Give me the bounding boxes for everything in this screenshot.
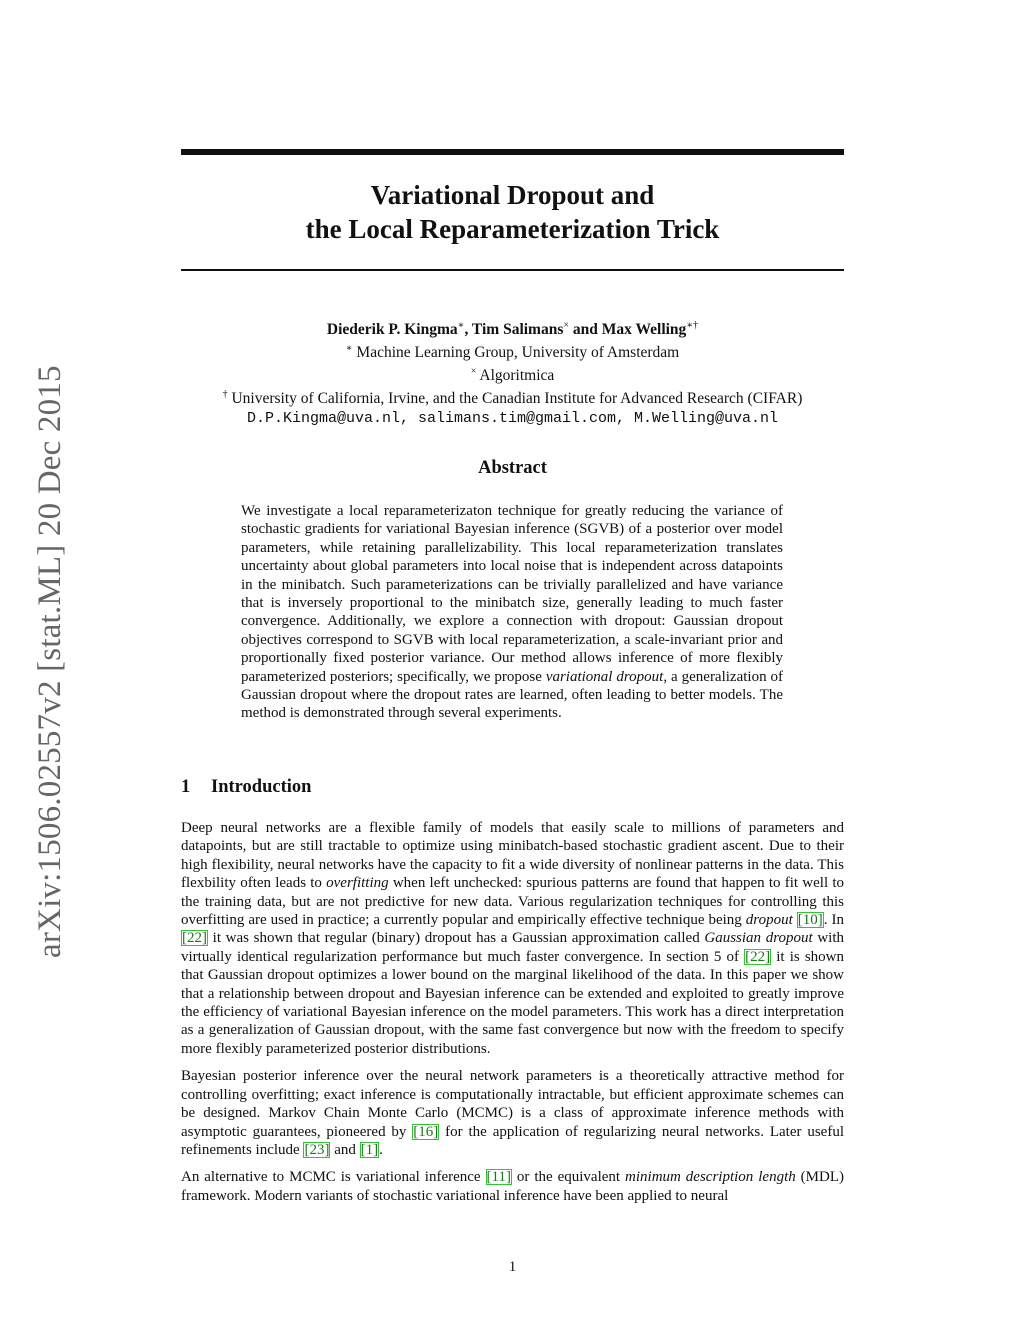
- paper-title: [181, 178, 844, 246]
- affiliation-3-text: University of California, Irvine, and the Canadian Institute for Advanced Research (CIFAR): [227, 390, 803, 408]
- citation-link[interactable]: [22]: [745, 948, 771, 965]
- title-bottom-rule: [181, 269, 844, 271]
- emphasis: minimum description length: [625, 1169, 796, 1186]
- abstract-text-part: , a generalization of Gaussian dropout where the dropout rates are learned, often leading to better models. The method is demonstrated through several experiments.: [241, 668, 784, 722]
- author-3: Max Welling: [601, 321, 687, 339]
- text-run: An alternative to MCMC is variational inference: [181, 1169, 486, 1186]
- author-3-mark: ∗†: [686, 320, 699, 331]
- author-separator: ,: [464, 321, 472, 339]
- citation-link[interactable]: [22]: [182, 930, 207, 947]
- arxiv-identifier: arXiv:1506.02557v2 [stat.ML] 20 Dec 2015: [32, 365, 68, 958]
- section-title: Introduction: [211, 777, 312, 797]
- text-run: . In: [823, 912, 844, 929]
- affiliation-2-text: Algoritmica: [476, 367, 555, 385]
- author-names: [181, 316, 844, 339]
- abstract-emphasis: variational dropout: [545, 668, 664, 685]
- author-separator: and: [569, 321, 602, 339]
- text-run: it is shown that Gaussian dropout optimizes a lower bound on the marginal likelihood of the data. In this paper we show that a relationship between dropout and Bayesian inference can be extended and exploited to greatly improve the efficiency of variational Bayesian inference on the model parameters. This work has a direct interpretation as a generalization of Gaussian dropout, with the same fast convergence but now with the freedom to specify more flexibly parameterized posterior distributions.: [181, 948, 844, 1057]
- title-line-1: Variational Dropout and: [370, 180, 655, 210]
- author-1-mark: ∗: [457, 320, 465, 331]
- author-2: Tim Salimans: [471, 321, 564, 339]
- author-block: [181, 316, 844, 428]
- title-top-rule: [181, 149, 844, 155]
- affiliation-2-mark: ×: [470, 366, 477, 378]
- paragraph-2: [181, 1067, 844, 1159]
- author-2-mark: ×: [563, 320, 570, 331]
- section-number: 1: [181, 777, 191, 797]
- abstract-heading: Abstract: [478, 458, 547, 478]
- affiliation-1-text: Machine Learning Group, University of Amsterdam: [352, 344, 680, 362]
- citation-link[interactable]: [23]: [304, 1141, 330, 1158]
- text-run: Bayesian posterior inference over the neural network parameters is a theoretically attractive method for controlling overfitting; exact inference is computationally intractable, but efficient approximate schemes can be designed. Markov Chain Monte Carlo (MCMC) is a class of approximate inference methods with asymptotic guarantees, pioneered by: [181, 1068, 844, 1140]
- affiliation-3-mark: †: [222, 389, 228, 401]
- text-run: it was shown that regular (binary) dropout has a Gaussian approximation called: [208, 930, 705, 947]
- text-run: when left unchecked: spurious patterns are found that happen to fit well to the training data, but are not predictive for new data. Various regularization techniques for controlling this overfitting are used in practice; a currently popular and empirically effective technique being: [181, 875, 844, 929]
- author-emails[interactable]: D.P.Kingma@uva.nl, salimans.tim@gmail.com, M.Welling@uva.nl: [246, 409, 779, 427]
- affiliation-2: [181, 362, 844, 385]
- abstract-text: [241, 502, 783, 723]
- text-run: or the equivalent: [511, 1169, 626, 1186]
- emphasis: Gaussian dropout: [704, 930, 813, 947]
- citation-link[interactable]: [10]: [797, 912, 823, 929]
- text-run: .: [379, 1141, 383, 1158]
- emphasis: dropout: [745, 912, 793, 929]
- author-1: Diederik P. Kingma: [326, 321, 458, 339]
- section-heading: [181, 777, 311, 798]
- affiliation-1-mark: ∗: [345, 343, 353, 355]
- emphasis: overfitting: [326, 875, 389, 892]
- affiliation-1: [181, 339, 844, 362]
- abstract-text-part: We investigate a local reparameterizaton technique for greatly reducing the variance of stochastic gradients for variational Bayesian inference (SGVB) of a posterior over model parameters, while retaining parallelizability. This local reparameterization translates uncertainty about global parameters into local noise that is independent across datapoints in the minibatch. Such parameterizations can be trivially parallelized and have variance that is inversely proportional to the minibatch size, generally leading to much faster convergence. Additionally, we explore a connection with dropout: Gaussian dropout objectives correspond to SGVB with local reparameterization, a scale-invariant prior and proportionally fixed posterior variance. Our method allows inference of more flexibly parameterized posteriors; specifically, we propose: [241, 503, 783, 685]
- paragraph-3: [181, 1168, 844, 1205]
- page-number: 1: [508, 1259, 517, 1275]
- text-run: Deep neural networks are a flexible family of models that easily scale to millions of parameters and datapoints, but are still tractable to optimize using minibatch-based stochastic gradient ascent. Due to their high flexibility, neural networks have the capacity to fit a wide diversity of nonlinear patterns in the data. This flexbility often leads to: [181, 820, 844, 892]
- citation-link[interactable]: [16]: [413, 1123, 439, 1140]
- text-run: for the application of regularizing neural networks. Later useful refinements include: [181, 1123, 844, 1158]
- paragraph-1: [181, 819, 844, 1058]
- text-run: and: [330, 1141, 360, 1158]
- citation-link[interactable]: [1]: [360, 1141, 379, 1158]
- body-text: [181, 819, 844, 1214]
- text-run: with virtually identical regularization performance but much faster convergence. In section 5 of: [181, 930, 845, 965]
- text-run: (MDL) framework. Modern variants of stochastic variational inference have been applied to neural: [181, 1169, 844, 1204]
- title-line-2: the Local Reparameterization Trick: [305, 214, 720, 244]
- citation-link[interactable]: [11]: [486, 1169, 511, 1186]
- affiliation-3: [181, 385, 844, 408]
